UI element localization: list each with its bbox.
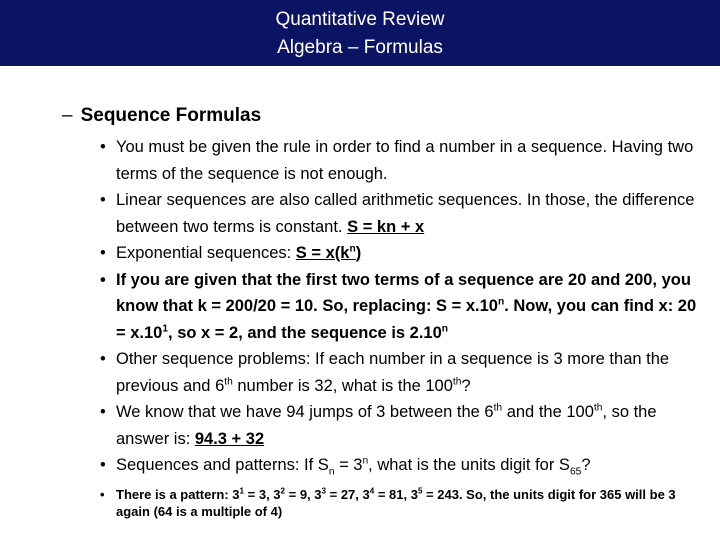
bullet-sequences-patterns <box>100 452 700 479</box>
linear-formula: S = kn + x <box>347 217 425 236</box>
slide-subtitle: Algebra – Formulas <box>277 37 443 58</box>
exponent: 2 <box>280 486 286 496</box>
exponent: 3 <box>321 486 326 496</box>
bullet-text: ? <box>461 376 471 395</box>
exponent: 4 <box>369 486 375 496</box>
bullet-text: = 243. So, the units digit for 365 will be 3 again (64 is a multiple of 4) <box>116 486 676 519</box>
subscript: n <box>328 466 335 478</box>
bullet-pattern-explanation <box>100 486 700 521</box>
exponential-formula <box>296 244 361 262</box>
bullet-rule-required <box>100 134 700 187</box>
bullet-text: = 27, 3 <box>326 486 370 502</box>
bullet-linear-sequences <box>100 187 700 240</box>
exponent: 1 <box>239 486 245 496</box>
formula-part: S = x(k <box>295 244 350 262</box>
bullet-text: = 9, 3 <box>285 486 322 502</box>
bullet-other-problems <box>100 346 700 399</box>
exponent: 1 <box>162 323 169 334</box>
bullet-text: . Now, you can find x: 20 = x.10 <box>116 297 697 342</box>
bullet-text: , so x = 2, and the sequence is 2.10 <box>168 323 442 342</box>
bullet-text: and the 100 <box>502 403 594 421</box>
bullet-answer-jumps <box>100 399 700 452</box>
slide-title: Quantitative Review <box>275 9 445 30</box>
bullet-exponential-sequences <box>100 240 700 267</box>
ordinal-suffix: th <box>493 402 503 414</box>
bullet-text: = 3, 3 <box>244 486 281 502</box>
ordinal-suffix: th <box>224 376 233 387</box>
bullet-text: Other sequence problems: If each number in a sequence is 3 more than the previous and 6 <box>116 350 670 395</box>
bullet-text: Exponential sequences: <box>116 244 296 262</box>
answer-formula: 94.3 + 32 <box>194 429 265 448</box>
bullet-text: = 81, 3 <box>374 486 418 502</box>
bullet-text: Sequences and patterns: If S <box>116 456 329 474</box>
subscript: 65 <box>569 466 582 478</box>
bullet-text: If you are given that the first two terms of a sequence are 20 and 200, you know that k = 200/20 = 10. So, replacing: S = x.10 <box>116 270 691 315</box>
bullet-list <box>100 134 700 521</box>
formula-exponent: n <box>349 243 356 255</box>
bullet-text: , so the answer is: <box>116 403 657 448</box>
formula-part: ) <box>355 244 362 262</box>
bullet-text: ? <box>581 456 591 474</box>
section-dash: – <box>62 105 73 126</box>
bullet-text: number is 32, what is the 100 <box>232 376 453 395</box>
bullet-text: = 3 <box>334 456 363 474</box>
exponent: n <box>362 455 369 467</box>
ordinal-suffix: th <box>593 402 603 414</box>
bullet-text: There is a pattern: 3 <box>116 486 240 502</box>
exponent: 5 <box>417 486 423 496</box>
exponent: n <box>497 296 505 308</box>
ordinal-suffix: th <box>452 376 462 387</box>
title-banner <box>0 0 720 66</box>
bullet-text: Linear sequences are also called arithmetic sequences. In those, the difference between two terms is constant. <box>116 191 695 236</box>
section-heading-text: Sequence Formulas <box>80 105 262 126</box>
section-heading <box>62 104 261 128</box>
exponent: n <box>441 323 449 334</box>
bullet-example-exponential <box>100 267 700 347</box>
bullet-text: , what is the units digit for S <box>368 456 570 474</box>
bullet-text: We know that we have 94 jumps of 3 between the 6 <box>116 403 494 421</box>
bullet-text: You must be given the rule in order to find a number in a sequence. Having two terms of the sequence is not enough. <box>116 138 694 183</box>
